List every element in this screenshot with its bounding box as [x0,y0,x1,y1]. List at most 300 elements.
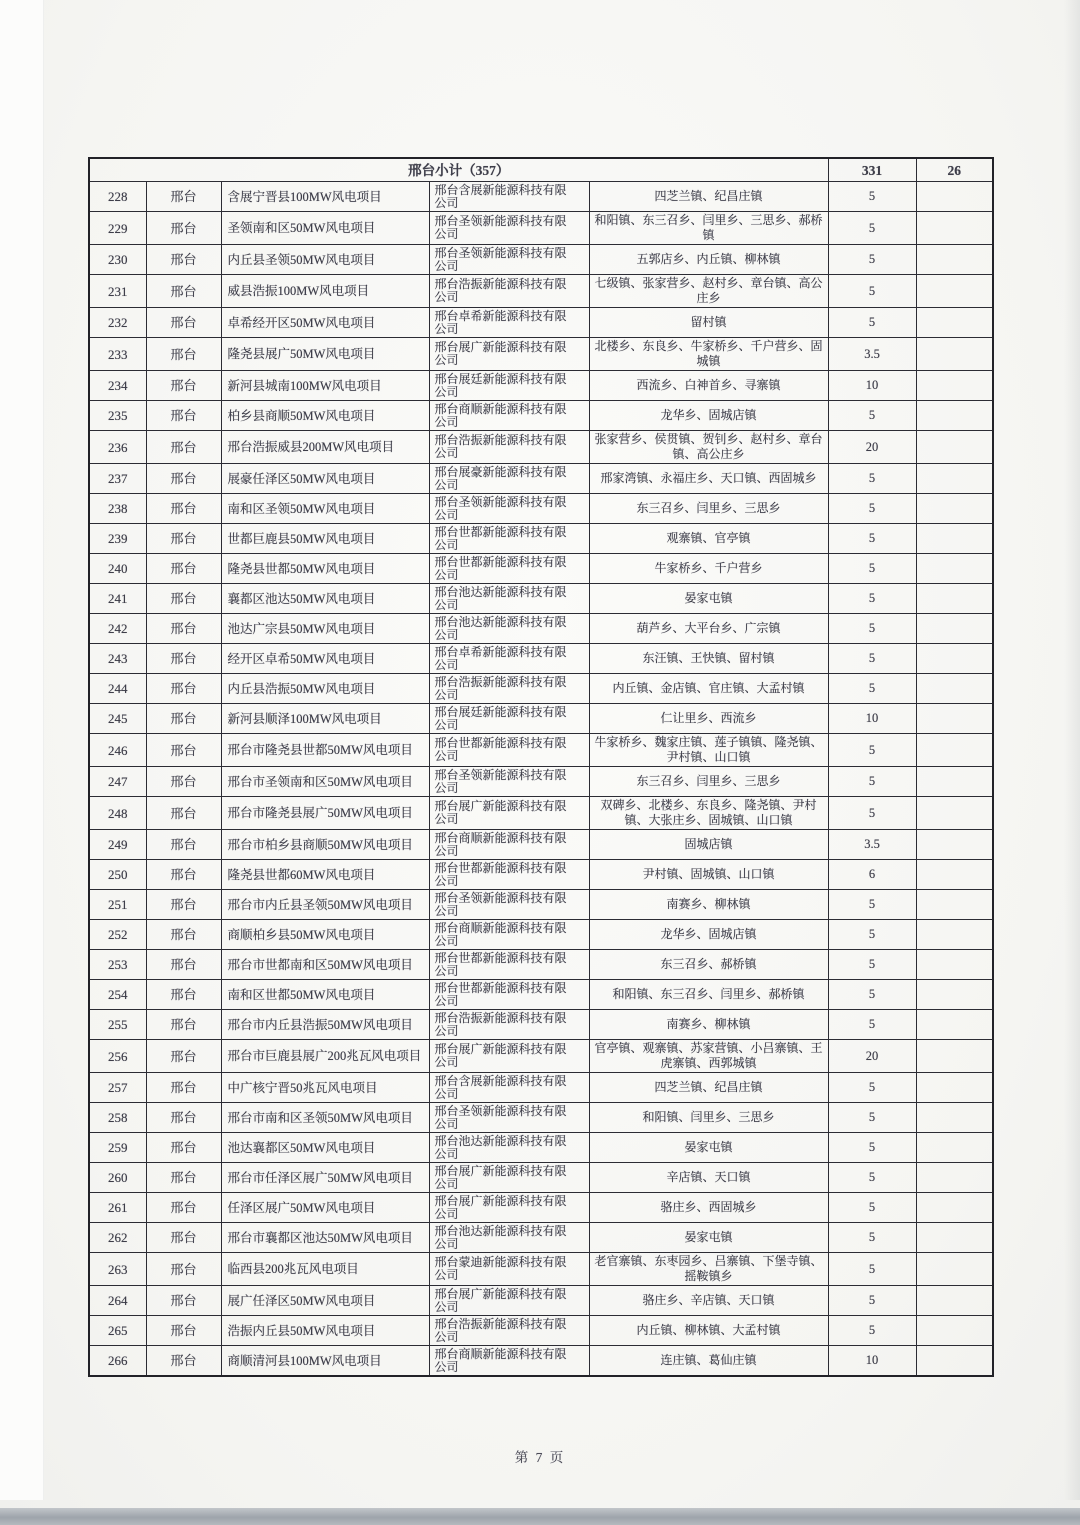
cell-no: 242 [89,614,146,644]
cell-city: 邢台 [146,275,221,308]
cell-company: 邢台池达新能源科技有限公司 [429,614,589,644]
page-number: 第 7 页 [514,1450,566,1465]
cell-project: 南和区圣领50MW风电项目 [221,494,429,524]
cell-extra [916,614,993,644]
cell-city: 邢台 [146,614,221,644]
cell-extra [916,1163,993,1193]
cell-city: 邢台 [146,245,221,275]
cell-value: 5 [828,797,916,830]
table-row [89,245,993,275]
subtotal-label: 邢台小计（357） [89,158,828,182]
table-row [89,704,993,734]
cell-company: 邢台池达新能源科技有限公司 [429,1223,589,1253]
cell-city: 邢台 [146,734,221,767]
cell-no: 266 [89,1346,146,1377]
table-row [89,401,993,431]
table-row [89,830,993,860]
cell-value: 5 [828,1223,916,1253]
cell-extra [916,338,993,371]
wind-projects-table [88,157,994,1377]
wind-projects-table-wrap [88,157,992,1377]
cell-value: 5 [828,734,916,767]
cell-company: 邢台圣领新能源科技有限公司 [429,1103,589,1133]
cell-company: 邢台世都新能源科技有限公司 [429,860,589,890]
cell-value: 5 [828,554,916,584]
cell-project: 展豪任泽区50MW风电项目 [221,464,429,494]
cell-city: 邢台 [146,464,221,494]
cell-company: 邢台展广新能源科技有限公司 [429,1040,589,1073]
cell-project: 任泽区展广50MW风电项目 [221,1193,429,1223]
table-row [89,674,993,704]
cell-extra [916,1133,993,1163]
cell-extra [916,554,993,584]
cell-value: 5 [828,1073,916,1103]
cell-company: 邢台浩振新能源科技有限公司 [429,275,589,308]
cell-city: 邢台 [146,494,221,524]
cell-no: 251 [89,890,146,920]
cell-project: 邢台市柏乡县商顺50MW风电项目 [221,830,429,860]
cell-extra [916,830,993,860]
cell-value: 5 [828,614,916,644]
table-row [89,494,993,524]
cell-city: 邢台 [146,431,221,464]
cell-company: 邢台展广新能源科技有限公司 [429,338,589,371]
cell-project: 内丘县圣领50MW风电项目 [221,245,429,275]
table-row [89,1346,993,1377]
table-row [89,1223,993,1253]
cell-project: 邢台市任泽区展广50MW风电项目 [221,1163,429,1193]
cell-project: 新河县城南100MW风电项目 [221,371,429,401]
cell-city: 邢台 [146,584,221,614]
cell-company: 邢台含展新能源科技有限公司 [429,182,589,212]
cell-townships: 留村镇 [589,308,828,338]
cell-company: 邢台商顺新能源科技有限公司 [429,401,589,431]
cell-townships: 和阳镇、东三召乡、闫里乡、三思乡、郝桥镇 [589,212,828,245]
cell-townships: 晏家屯镇 [589,1223,828,1253]
cell-value: 5 [828,245,916,275]
cell-no: 232 [89,308,146,338]
subtotal-other-value: 26 [916,158,993,182]
cell-value: 5 [828,950,916,980]
cell-no: 259 [89,1133,146,1163]
cell-company: 邢台世都新能源科技有限公司 [429,980,589,1010]
cell-project: 邢台市隆尧县世都50MW风电项目 [221,734,429,767]
cell-extra [916,1103,993,1133]
table-row [89,1073,993,1103]
cell-company: 邢台展豪新能源科技有限公司 [429,464,589,494]
cell-project: 临西县200兆瓦风电项目 [221,1253,429,1286]
cell-city: 邢台 [146,674,221,704]
cell-company: 邢台蒙迪新能源科技有限公司 [429,1253,589,1286]
cell-townships: 四芝兰镇、纪昌庄镇 [589,182,828,212]
cell-city: 邢台 [146,1316,221,1346]
cell-company: 邢台展广新能源科技有限公司 [429,1286,589,1316]
cell-company: 邢台圣领新能源科技有限公司 [429,767,589,797]
cell-city: 邢台 [146,524,221,554]
cell-townships: 南赛乡、柳林镇 [589,1010,828,1040]
cell-extra [916,371,993,401]
cell-company: 邢台圣领新能源科技有限公司 [429,212,589,245]
cell-city: 邢台 [146,704,221,734]
cell-project: 含展宁晋县100MW风电项目 [221,182,429,212]
cell-project: 邢台市襄都区池达50MW风电项目 [221,1223,429,1253]
cell-company: 邢台池达新能源科技有限公司 [429,1133,589,1163]
table-row [89,644,993,674]
cell-value: 5 [828,1193,916,1223]
cell-city: 邢台 [146,1103,221,1133]
cell-value: 5 [828,308,916,338]
cell-project: 池达襄都区50MW风电项目 [221,1133,429,1163]
cell-townships: 牛家桥乡、魏家庄镇、莲子镇镇、隆尧镇、尹村镇、山口镇 [589,734,828,767]
cell-project: 襄都区池达50MW风电项目 [221,584,429,614]
cell-project: 邢台市内丘县圣领50MW风电项目 [221,890,429,920]
cell-city: 邢台 [146,890,221,920]
cell-townships: 东三召乡、闫里乡、三思乡 [589,767,828,797]
cell-value: 5 [828,401,916,431]
cell-value: 5 [828,275,916,308]
cell-city: 邢台 [146,212,221,245]
cell-company: 邢台含展新能源科技有限公司 [429,1073,589,1103]
cell-company: 邢台浩振新能源科技有限公司 [429,1010,589,1040]
cell-townships: 仁让里乡、西流乡 [589,704,828,734]
cell-value: 10 [828,704,916,734]
cell-project: 经开区卓希50MW风电项目 [221,644,429,674]
scan-bottom-edge [0,1508,1080,1525]
cell-project: 邢台市巨鹿县展广200兆瓦风电项目 [221,1040,429,1073]
cell-townships: 龙华乡、固城店镇 [589,401,828,431]
cell-project: 展广任泽区50MW风电项目 [221,1286,429,1316]
table-row [89,980,993,1010]
cell-project: 中广核宁晋50兆瓦风电项目 [221,1073,429,1103]
cell-project: 池达广宗县50MW风电项目 [221,614,429,644]
table-row [89,614,993,644]
cell-value: 6 [828,860,916,890]
cell-city: 邢台 [146,182,221,212]
cell-city: 邢台 [146,1223,221,1253]
cell-city: 邢台 [146,1253,221,1286]
cell-value: 5 [828,1163,916,1193]
cell-no: 258 [89,1103,146,1133]
cell-townships: 内丘镇、金店镇、官庄镇、大孟村镇 [589,674,828,704]
cell-townships: 连庄镇、葛仙庄镇 [589,1346,828,1377]
table-row [89,1286,993,1316]
cell-extra [916,1286,993,1316]
table-row [89,338,993,371]
cell-project: 邢台市圣领南和区50MW风电项目 [221,767,429,797]
cell-extra [916,644,993,674]
cell-extra [916,674,993,704]
cell-city: 邢台 [146,401,221,431]
cell-value: 5 [828,1316,916,1346]
table-row [89,182,993,212]
table-row [89,920,993,950]
cell-value: 5 [828,212,916,245]
cell-company: 邢台浩振新能源科技有限公司 [429,431,589,464]
cell-townships: 龙华乡、固城店镇 [589,920,828,950]
cell-no: 262 [89,1223,146,1253]
table-row [89,890,993,920]
cell-no: 245 [89,704,146,734]
cell-company: 邢台展广新能源科技有限公司 [429,1193,589,1223]
cell-company: 邢台池达新能源科技有限公司 [429,584,589,614]
cell-no: 249 [89,830,146,860]
cell-extra [916,524,993,554]
cell-company: 邢台世都新能源科技有限公司 [429,554,589,584]
table-row [89,1253,993,1286]
cell-no: 263 [89,1253,146,1286]
cell-no: 234 [89,371,146,401]
cell-townships: 西流乡、白神首乡、寻寨镇 [589,371,828,401]
subtotal-approved-value: 331 [828,158,916,182]
cell-value: 5 [828,584,916,614]
cell-city: 邢台 [146,644,221,674]
cell-no: 230 [89,245,146,275]
table-row [89,431,993,464]
cell-value: 5 [828,890,916,920]
cell-company: 邢台世都新能源科技有限公司 [429,950,589,980]
cell-extra [916,584,993,614]
cell-extra [916,860,993,890]
cell-extra [916,308,993,338]
cell-no: 255 [89,1010,146,1040]
cell-city: 邢台 [146,308,221,338]
cell-townships: 晏家屯镇 [589,1133,828,1163]
table-body [89,158,993,1376]
cell-city: 邢台 [146,1133,221,1163]
cell-townships: 邢家湾镇、永福庄乡、天口镇、西固城乡 [589,464,828,494]
cell-company: 邢台世都新能源科技有限公司 [429,734,589,767]
cell-no: 233 [89,338,146,371]
cell-extra [916,1193,993,1223]
cell-extra [916,1040,993,1073]
cell-company: 邢台商顺新能源科技有限公司 [429,920,589,950]
cell-company: 邢台世都新能源科技有限公司 [429,524,589,554]
cell-extra [916,950,993,980]
cell-value: 5 [828,1286,916,1316]
cell-company: 邢台卓希新能源科技有限公司 [429,644,589,674]
cell-townships: 七级镇、张家营乡、赵村乡、章台镇、高公庄乡 [589,275,828,308]
cell-company: 邢台展廷新能源科技有限公司 [429,704,589,734]
cell-project: 世都巨鹿县50MW风电项目 [221,524,429,554]
cell-no: 238 [89,494,146,524]
cell-city: 邢台 [146,1040,221,1073]
cell-townships: 和阳镇、东三召乡、闫里乡、郝桥镇 [589,980,828,1010]
table-row [89,950,993,980]
cell-city: 邢台 [146,1346,221,1377]
cell-value: 5 [828,674,916,704]
cell-townships: 和阳镇、闫里乡、三思乡 [589,1103,828,1133]
table-row [89,1316,993,1346]
cell-no: 248 [89,797,146,830]
cell-value: 20 [828,431,916,464]
cell-value: 10 [828,371,916,401]
cell-company: 邢台圣领新能源科技有限公司 [429,494,589,524]
cell-project: 内丘县浩振50MW风电项目 [221,674,429,704]
table-row [89,1133,993,1163]
cell-project: 邢台市内丘县浩振50MW风电项目 [221,1010,429,1040]
cell-project: 隆尧县世都60MW风电项目 [221,860,429,890]
cell-townships: 东三召乡、闫里乡、三思乡 [589,494,828,524]
cell-company: 邢台浩振新能源科技有限公司 [429,1316,589,1346]
table-row [89,371,993,401]
cell-townships: 尹村镇、固城镇、山口镇 [589,860,828,890]
cell-no: 261 [89,1193,146,1223]
cell-extra [916,980,993,1010]
cell-townships: 四芝兰镇、纪昌庄镇 [589,1073,828,1103]
table-row [89,554,993,584]
cell-city: 邢台 [146,767,221,797]
cell-no: 254 [89,980,146,1010]
cell-no: 264 [89,1286,146,1316]
cell-value: 20 [828,1040,916,1073]
cell-extra [916,1010,993,1040]
cell-city: 邢台 [146,1010,221,1040]
cell-townships: 葫芦乡、大平台乡、广宗镇 [589,614,828,644]
cell-project: 邢台浩振威县200MW风电项目 [221,431,429,464]
table-row [89,212,993,245]
cell-townships: 双碑乡、北楼乡、东良乡、隆尧镇、尹村镇、大张庄乡、固城镇、山口镇 [589,797,828,830]
cell-no: 236 [89,431,146,464]
cell-project: 圣领南和区50MW风电项目 [221,212,429,245]
cell-extra [916,245,993,275]
cell-value: 5 [828,1133,916,1163]
cell-value: 3.5 [828,830,916,860]
cell-extra [916,797,993,830]
cell-city: 邢台 [146,338,221,371]
cell-value: 5 [828,1253,916,1286]
cell-no: 240 [89,554,146,584]
cell-project: 威县浩振100MW风电项目 [221,275,429,308]
cell-company: 邢台展廷新能源科技有限公司 [429,371,589,401]
cell-no: 243 [89,644,146,674]
cell-city: 邢台 [146,554,221,584]
cell-project: 隆尧县展广50MW风电项目 [221,338,429,371]
cell-extra [916,1073,993,1103]
cell-no: 239 [89,524,146,554]
subtotal-row [89,158,993,182]
cell-company: 邢台展广新能源科技有限公司 [429,797,589,830]
cell-city: 邢台 [146,830,221,860]
cell-extra [916,920,993,950]
cell-extra [916,182,993,212]
cell-company: 邢台商顺新能源科技有限公司 [429,1346,589,1377]
cell-company: 邢台卓希新能源科技有限公司 [429,308,589,338]
cell-company: 邢台展广新能源科技有限公司 [429,1163,589,1193]
table-row [89,1193,993,1223]
table-row [89,464,993,494]
table-row [89,1163,993,1193]
cell-townships: 牛家桥乡、千户营乡 [589,554,828,584]
table-row [89,275,993,308]
table-row [89,1040,993,1073]
cell-city: 邢台 [146,371,221,401]
cell-extra [916,431,993,464]
cell-project: 浩振内丘县50MW风电项目 [221,1316,429,1346]
cell-value: 5 [828,767,916,797]
cell-value: 5 [828,182,916,212]
cell-project: 卓希经开区50MW风电项目 [221,308,429,338]
cell-no: 229 [89,212,146,245]
cell-no: 244 [89,674,146,704]
cell-extra [916,767,993,797]
cell-value: 5 [828,464,916,494]
cell-townships: 辛店镇、天口镇 [589,1163,828,1193]
cell-company: 邢台商顺新能源科技有限公司 [429,830,589,860]
cell-townships: 骆庄乡、辛店镇、天口镇 [589,1286,828,1316]
cell-no: 265 [89,1316,146,1346]
cell-extra [916,401,993,431]
cell-city: 邢台 [146,1073,221,1103]
cell-extra [916,275,993,308]
cell-company: 邢台圣领新能源科技有限公司 [429,245,589,275]
cell-extra [916,1316,993,1346]
cell-city: 邢台 [146,1286,221,1316]
cell-no: 228 [89,182,146,212]
cell-project: 邢台市南和区圣领50MW风电项目 [221,1103,429,1133]
scan-left-margin [0,0,44,1500]
cell-townships: 南赛乡、柳林镇 [589,890,828,920]
cell-project: 新河县顺泽100MW风电项目 [221,704,429,734]
cell-no: 247 [89,767,146,797]
cell-no: 237 [89,464,146,494]
cell-company: 邢台圣领新能源科技有限公司 [429,890,589,920]
cell-townships: 骆庄乡、西固城乡 [589,1193,828,1223]
cell-townships: 固城店镇 [589,830,828,860]
cell-value: 5 [828,524,916,554]
cell-extra [916,704,993,734]
cell-project: 邢台市世都南和区50MW风电项目 [221,950,429,980]
cell-value: 5 [828,644,916,674]
cell-value: 5 [828,494,916,524]
cell-townships: 内丘镇、柳林镇、大孟村镇 [589,1316,828,1346]
cell-extra [916,464,993,494]
cell-extra [916,212,993,245]
cell-townships: 观寨镇、官亭镇 [589,524,828,554]
cell-extra [916,1346,993,1377]
cell-extra [916,890,993,920]
cell-extra [916,1223,993,1253]
cell-company: 邢台浩振新能源科技有限公司 [429,674,589,704]
cell-townships: 东三召乡、郝桥镇 [589,950,828,980]
table-row [89,1103,993,1133]
cell-townships: 晏家屯镇 [589,584,828,614]
table-row [89,524,993,554]
cell-project: 柏乡县商顺50MW风电项目 [221,401,429,431]
scan-right-edge-shade [1064,0,1080,1500]
cell-extra [916,1253,993,1286]
cell-townships: 官亭镇、观寨镇、苏家营镇、小吕寨镇、王虎寨镇、西郭城镇 [589,1040,828,1073]
cell-no: 231 [89,275,146,308]
cell-city: 邢台 [146,950,221,980]
cell-value: 5 [828,1010,916,1040]
cell-city: 邢台 [146,920,221,950]
cell-project: 商顺柏乡县50MW风电项目 [221,920,429,950]
cell-no: 260 [89,1163,146,1193]
table-row [89,797,993,830]
table-row [89,308,993,338]
cell-townships: 北楼乡、东良乡、牛家桥乡、千户营乡、固城镇 [589,338,828,371]
cell-project: 隆尧县世都50MW风电项目 [221,554,429,584]
table-row [89,767,993,797]
cell-value: 5 [828,1103,916,1133]
cell-townships: 老官寨镇、东枣园乡、吕寨镇、下堡寺镇、摇鞍镇乡 [589,1253,828,1286]
cell-value: 10 [828,1346,916,1377]
cell-project: 南和区世都50MW风电项目 [221,980,429,1010]
cell-city: 邢台 [146,1163,221,1193]
cell-no: 235 [89,401,146,431]
cell-value: 5 [828,980,916,1010]
table-row [89,584,993,614]
